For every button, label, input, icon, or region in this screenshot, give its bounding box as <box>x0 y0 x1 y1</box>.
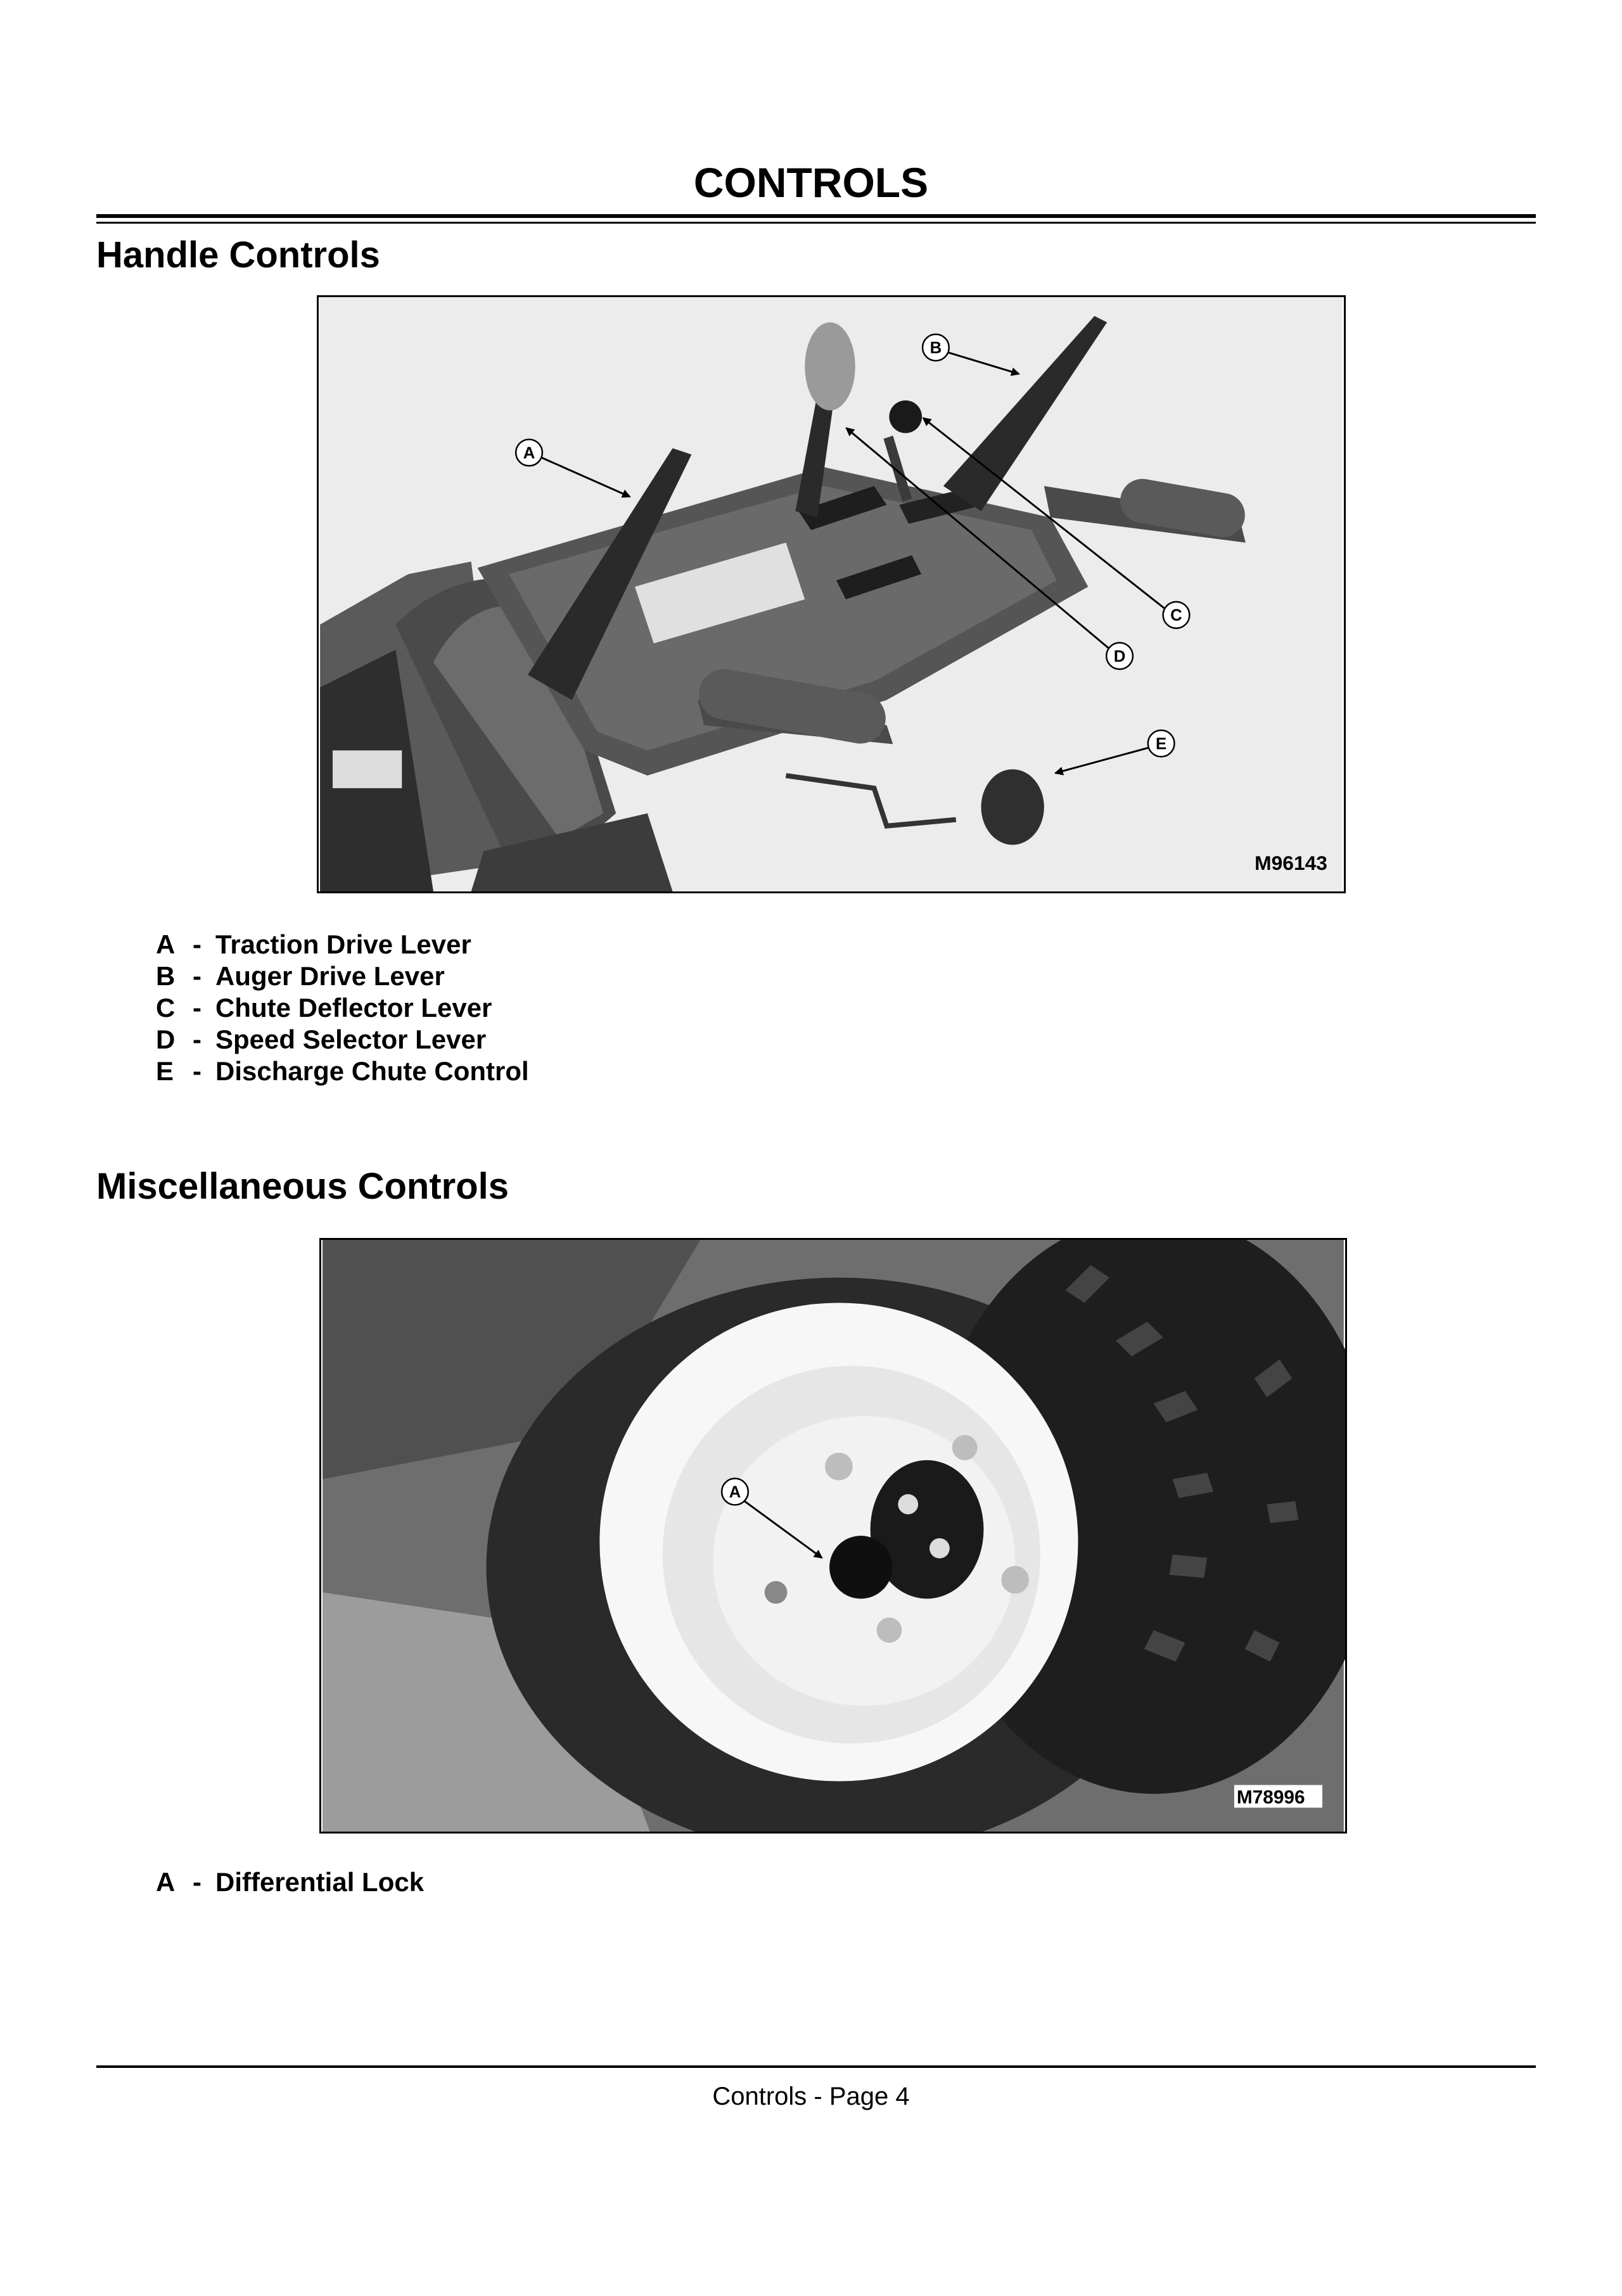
page-title: CONTROLS <box>693 159 929 206</box>
miscellaneous-controls-legend <box>156 1866 424 1898</box>
legend-item: D - Speed Selector Lever <box>156 1024 487 1054</box>
svg-text:E: E <box>1156 735 1167 753</box>
title-rule-thick <box>96 214 1536 218</box>
handle-controls-figure <box>317 295 1346 893</box>
svg-text:A: A <box>523 444 535 462</box>
figure-code-m96143: M96143 <box>1255 851 1327 875</box>
page-footer: Controls - Page 4 <box>712 2082 910 2110</box>
legend-item: A - Differential Lock <box>156 1867 425 1897</box>
miscellaneous-controls-figure <box>319 1238 1347 1834</box>
handle-controls-legend <box>156 929 529 1087</box>
svg-text:D: D <box>1113 647 1126 666</box>
legend-item: B - Auger Drive Lever <box>156 961 445 991</box>
handle-controls-illustration <box>319 297 1344 891</box>
figure-code-m78996: M78996 <box>1236 1787 1305 1808</box>
svg-text:A: A <box>729 1483 741 1502</box>
legend-item: C - Chute Deflector Lever <box>156 993 492 1023</box>
title-rule-thin <box>96 222 1536 224</box>
section-heading-miscellaneous-controls: Miscellaneous Controls <box>96 1166 509 1207</box>
legend-item: A - Traction Drive Lever <box>156 929 471 959</box>
footer-rule <box>96 2065 1536 2068</box>
legend-item: E - Discharge Chute Control <box>156 1056 529 1086</box>
differential-lock-illustration <box>321 1240 1345 1832</box>
svg-text:C: C <box>1170 606 1182 625</box>
svg-text:B: B <box>929 339 942 357</box>
section-heading-handle-controls: Handle Controls <box>96 234 380 276</box>
